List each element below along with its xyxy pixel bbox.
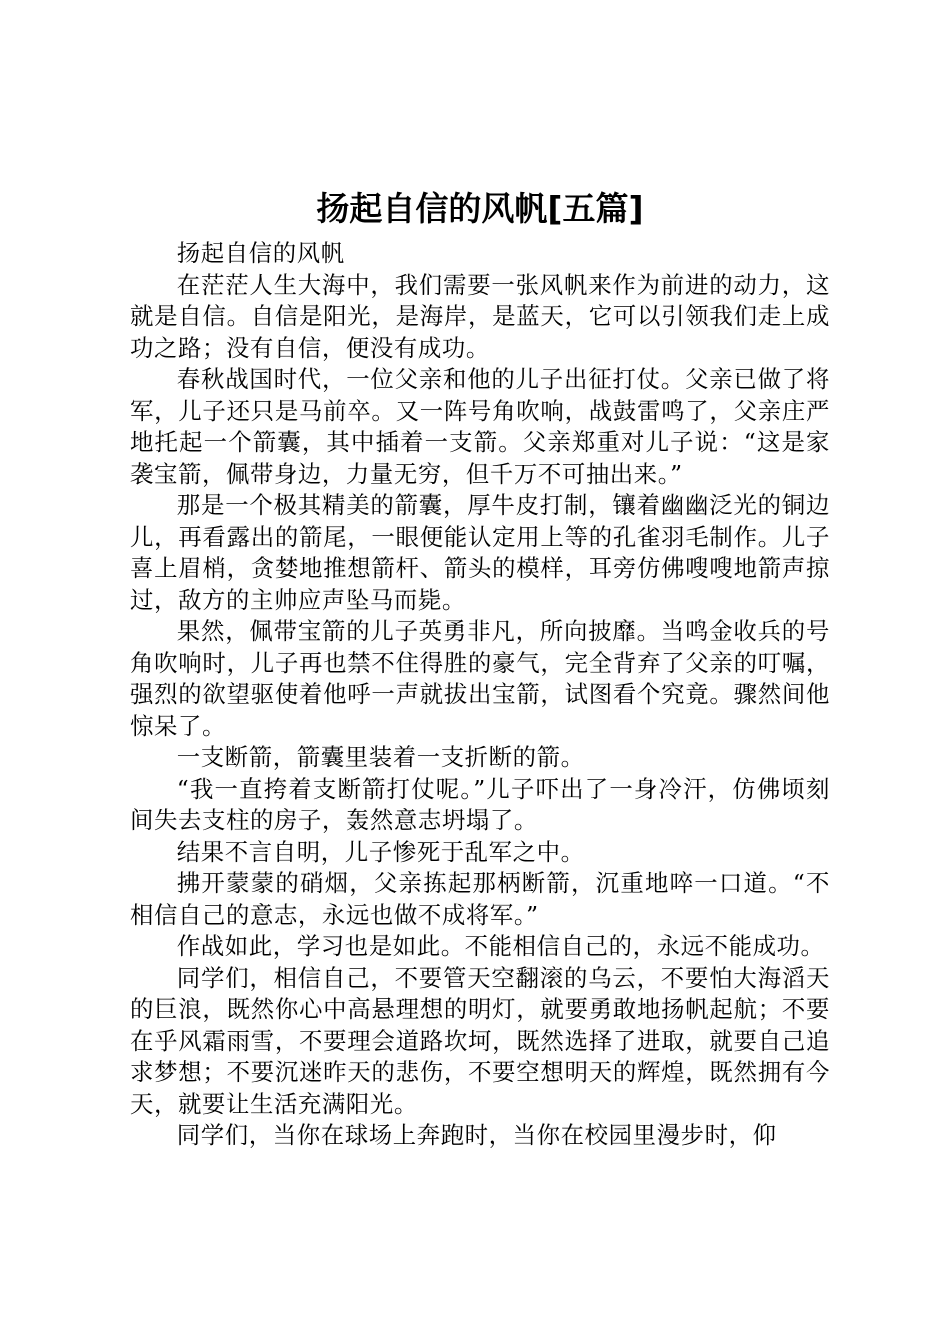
paragraph: 作战如此，学习也是如此。不能相信自己的，永远不能成功。: [176, 932, 825, 960]
document-page: [130, 182, 830, 1152]
paragraph: 拂开蒙蒙的硝烟，父亲拣起那柄断箭，沉重地啐一口道。“不相信自己的意志，永远也做不成将军。”: [130, 869, 830, 929]
document-title: 扬起自信的风帆[五篇]: [316, 189, 644, 228]
paragraph: 同学们，相信自己，不要管天空翻滚的乌云，不要怕大海滔天的巨浪，既然你心中高悬理想的明灯，就要勇敢地扬帆起航；不要在乎风霜雨雪，不要理会道路坎坷，既然选择了进取，就要自己追求梦想；不要沉迷昨天的悲伤，不要空想明天的辉煌，既然拥有今天，就要让生活充满阳光。: [130, 963, 830, 1118]
paragraph: 同学们，当你在球场上奔跑时，当你在校园里漫步时，仰: [176, 1121, 777, 1149]
paragraph: 一支断箭，箭囊里装着一支折断的箭。: [176, 743, 585, 771]
document-body: [130, 238, 830, 1152]
paragraph: 扬起自信的风帆: [176, 239, 345, 267]
paragraph: 春秋战国时代，一位父亲和他的儿子出征打仗。父亲已做了将军，儿子还只是马前卒。又一阵号角吹响，战鼓雷鸣了，父亲庄严地托起一个箭囊，其中插着一支箭。父亲郑重对儿子说：“这是家袭宝箭，佩带身边，力量无穷，但千万不可抽出来。”: [130, 365, 830, 488]
paragraph: 那是一个极其精美的箭囊，厚牛皮打制，镶着幽幽泛光的铜边儿，再看露出的箭尾，一眼便能认定用上等的孔雀羽毛制作。儿子喜上眉梢，贪婪地推想箭杆、箭头的模样，耳旁仿佛嗖嗖地箭声掠过，敌方的主帅应声坠马而毙。: [130, 491, 830, 614]
paragraph: 在茫茫人生大海中，我们需要一张风帆来作为前进的动力，这就是自信。自信是阳光，是海岸，是蓝天，它可以引领我们走上成功之路；没有自信，便没有成功。: [130, 270, 830, 362]
paragraph: 果然，佩带宝箭的儿子英勇非凡，所向披靡。当鸣金收兵的号角吹响时，儿子再也禁不住得胜的豪气，完全背弃了父亲的叮嘱，强烈的欲望驱使着他呼一声就拔出宝箭，试图看个究竟。骤然间他惊呆了。: [130, 617, 830, 740]
paragraph: “我一直挎着支断箭打仗呢。”儿子吓出了一身冷汗，仿佛顷刻间失去支柱的房子，轰然意志坍塌了。: [130, 774, 830, 834]
paragraph: 结果不言自明，儿子惨死于乱军之中。: [176, 837, 585, 866]
